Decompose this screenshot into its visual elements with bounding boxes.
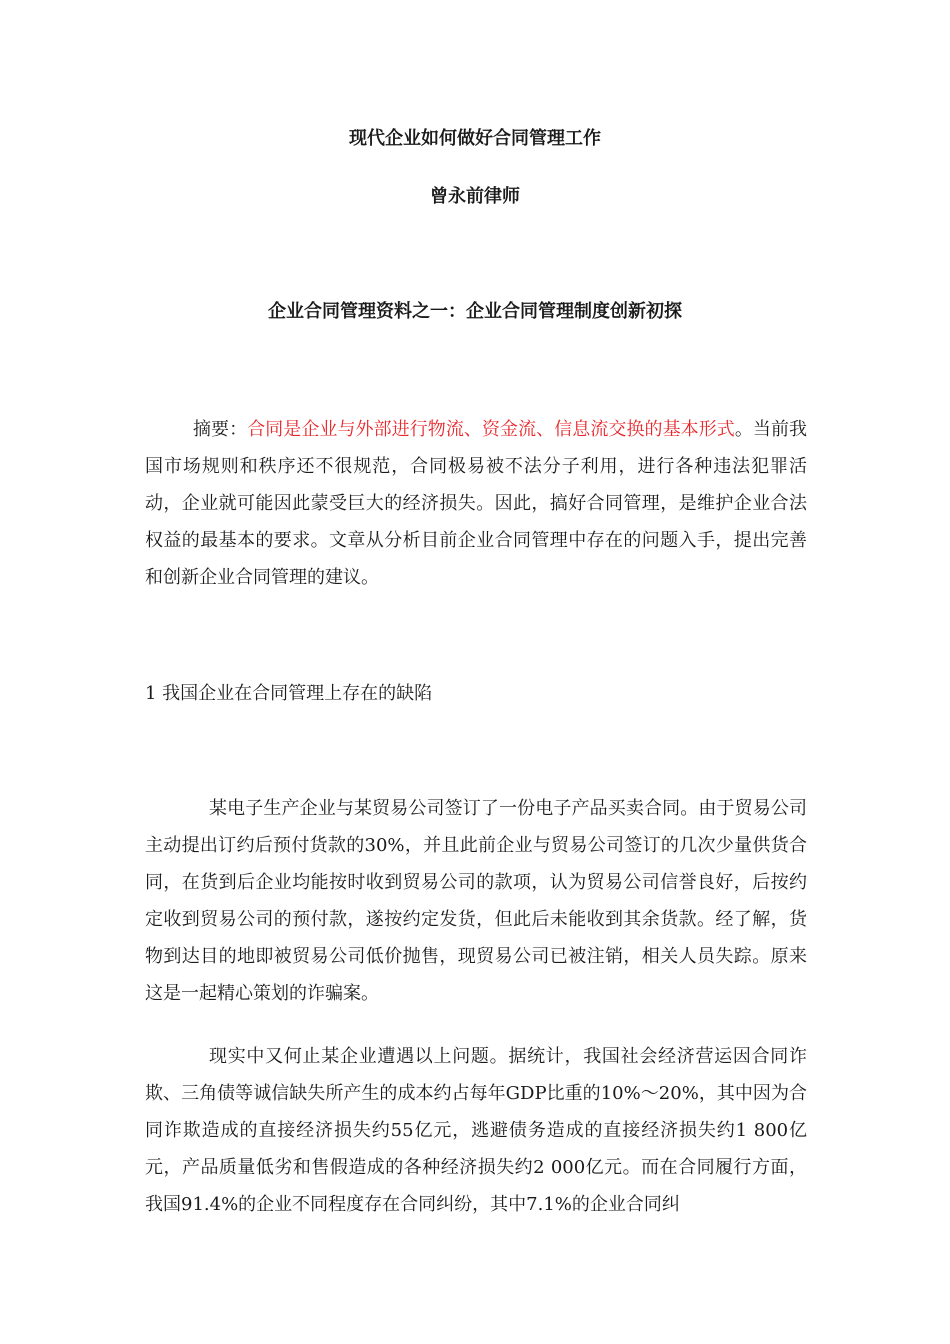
body-paragraph-case: 某电子生产企业与某贸易公司签订了一份电子产品买卖合同。由于贸易公司主动提出订约后预付货款的30%，并且此前企业与贸易公司签订的几次少量供货合同，在货到后企业均能按时收到贸易公司的款项，认为贸易公司信誉良好，后按约定收到贸易公司的预付款，遂按约定发货，但此后未能收到其余货款。经了解，货物到达目的地即被贸易公司低价抛售，现贸易公司已被注销，相关人员失踪。原来这是一起精心策划的诈骗案。 <box>145 798 807 1004</box>
section-heading: 1 我国企业在合同管理上存在的缺陷 <box>145 683 433 704</box>
abstract-text: 。当前我国市场规则和秩序还不很规范，合同极易被不法分子利用，进行各种违法犯罪活动，企业就可能因此蒙受巨大的经济损失。因此，搞好合同管理，是维护企业合法权益的最基本的要求。文章从分析目前企业合同管理中存在的问题入手，提出完善和创新企业合同管理的建议。 <box>145 419 808 588</box>
abstract-highlight: 合同是企业与外部进行物流、资金流、信息流交换的基本形式 <box>247 419 735 440</box>
document-subtitle: 企业合同管理资料之一：企业合同管理制度创新初探 <box>268 301 682 322</box>
document-author: 曾永前律师 <box>430 186 520 207</box>
abstract-paragraph <box>145 411 807 596</box>
document-title: 现代企业如何做好合同管理工作 <box>349 128 601 149</box>
body-paragraph-statistics: 现实中又何止某企业遭遇以上问题。据统计，我国社会经济营运因合同诈欺、三角债等诚信缺失所产生的成本约占每年GDP比重的10%～20%，其中因为合同诈欺造成的直接经济损失约55亿元，逃避债务造成的直接经济损失约1 800亿元，产品质量低劣和售假造成的各种经济损失约2 000亿元。而在合同履行方面，我国91.4%的企业不同程度存在合同纠纷，其中7.1%的企业合同纠 <box>145 1046 807 1215</box>
abstract-label: 摘要： <box>193 419 248 440</box>
